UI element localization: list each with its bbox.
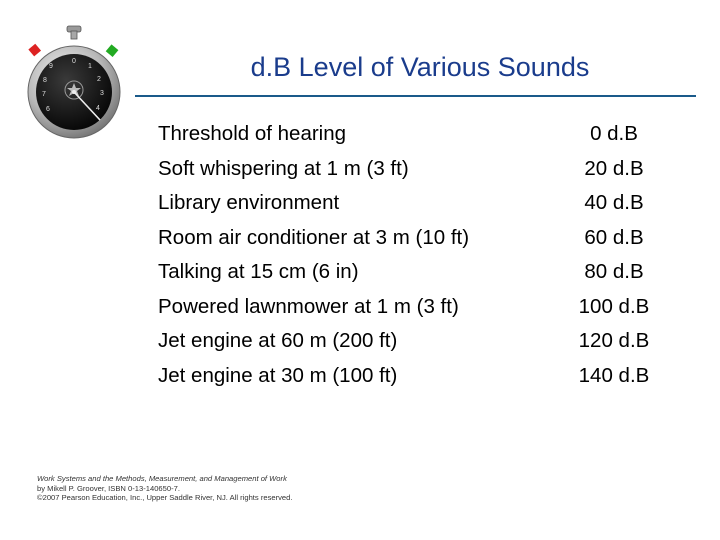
svg-text:8: 8 — [43, 77, 47, 84]
svg-text:7: 7 — [42, 91, 46, 98]
slide-title: d.B Level of Various Sounds — [250, 52, 590, 82]
list-item — [158, 152, 678, 187]
sound-label: Room air conditioner at 3 m (10 ft) — [158, 225, 470, 249]
sound-level: 0 d.B — [590, 122, 638, 145]
svg-text:3: 3 — [100, 90, 104, 97]
svg-text:6: 6 — [46, 106, 50, 113]
sound-label: Jet engine at 60 m (200 ft) — [158, 329, 398, 352]
sound-level: 60 d.B — [584, 225, 644, 249]
list-item — [158, 255, 678, 290]
sound-level: 100 d.B — [578, 294, 650, 318]
sound-label: Soft whispering at 1 m (3 ft) — [158, 156, 409, 180]
list-item — [158, 290, 678, 325]
sound-label: Library environment — [158, 191, 340, 214]
sound-label: Threshold of hearing — [158, 122, 347, 145]
title-divider — [135, 95, 696, 97]
svg-text:1: 1 — [88, 63, 92, 70]
sound-level: 20 d.B — [584, 156, 644, 180]
sound-label: Powered lawnmower at 1 m (3 ft) — [158, 294, 459, 318]
copyright-footer — [37, 474, 292, 503]
svg-text:4: 4 — [96, 105, 100, 112]
list-item — [158, 221, 678, 256]
list-item — [158, 324, 678, 359]
stopwatch-icon — [20, 24, 130, 142]
footer-copyright: ©2007 Pearson Education, Inc., Upper Saddle River, NJ. All rights reserved. — [37, 493, 293, 503]
list-item — [158, 359, 678, 394]
footer-book-title: Work Systems and the Methods, Measurement, and Management of Work — [37, 474, 287, 483]
sound-level: 120 d.B — [578, 329, 650, 352]
sound-level: 80 d.B — [584, 260, 644, 283]
svg-text:2: 2 — [97, 76, 101, 83]
sound-label: Jet engine at 30 m (100 ft) — [158, 363, 398, 387]
svg-text:9: 9 — [49, 63, 53, 70]
sound-level: 140 d.B — [578, 363, 650, 387]
sound-level-list — [158, 117, 678, 393]
footer-author: by Mikell P. Groover, ISBN 0-13-140650-7. — [37, 483, 180, 493]
svg-text:0: 0 — [72, 58, 76, 65]
list-item — [158, 117, 678, 152]
sound-label: Talking at 15 cm (6 in) — [158, 260, 359, 283]
sound-level: 40 d.B — [584, 191, 644, 214]
list-item — [158, 186, 678, 221]
